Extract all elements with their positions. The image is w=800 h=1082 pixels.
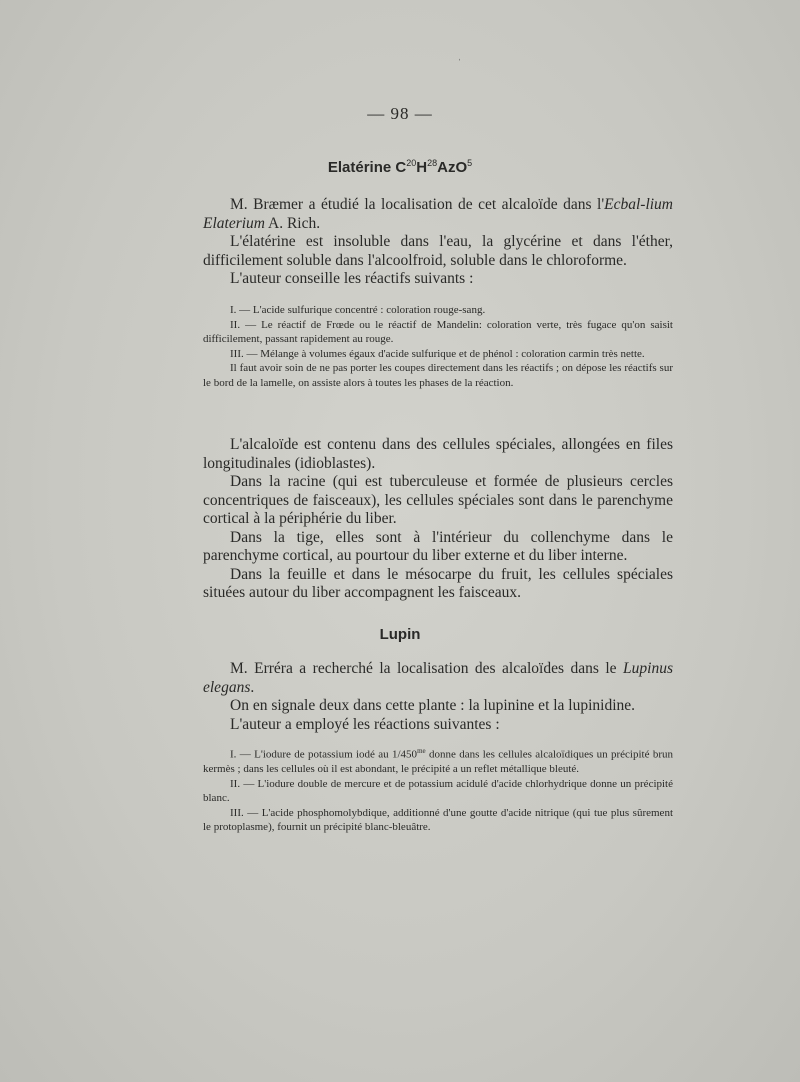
paragraph: Dans la racine (qui est tuberculeuse et formée de plusieurs cercles concentriques de faisceaux), les cellules spéciales sont dans le parenchyme cortical à la périphérie du liber. <box>203 473 673 527</box>
paragraph <box>203 660 673 697</box>
section1-reagent-notes <box>203 303 673 390</box>
section-title-lupin: Lupin <box>379 626 421 643</box>
species-name: Lupinus elegans <box>203 660 673 696</box>
paragraph: On en signale deux dans cette plante : la lupinine et la lupinidine. <box>230 697 636 714</box>
paragraph: L'élatérine est insoluble dans l'eau, la glycérine et dans l'éther, difficilement soluble dans l'alcoolfroid, soluble dans le chloroforme. <box>203 233 673 269</box>
section-title-elaterine <box>0 158 800 176</box>
note-item: III. — Mélange à volumes égaux d'acide sulfurique et de phénol : coloration carmin très nette. <box>230 347 645 360</box>
paragraph: L'auteur conseille les réactifs suivants : <box>230 270 474 287</box>
paragraph: L'alcaloïde est contenu dans des cellules spéciales, allongées en files longitudinales (idioblastes). <box>203 436 673 472</box>
note-item: Il faut avoir soin de ne pas porter les coupes directement dans les réactifs ; on dépose les réactifs sur le bord de la lamelle, on assiste alors à toutes les phases de la réaction. <box>203 362 673 389</box>
section2-reagent-notes <box>203 744 673 835</box>
formula-c-subscript: 20 <box>406 158 417 168</box>
note-item <box>203 744 673 777</box>
species-name: Ecbal-lium Elaterium <box>203 196 673 232</box>
note-text: donne dans les cellules alcaloïdiques un précipité brun kermès ; dans les cellules où il est abondant, le précipité a un reflet métallique bleuté. <box>203 748 673 776</box>
formula-h-subscript: 28 <box>427 158 438 168</box>
note-item: I. — L'acide sulfurique concentré : coloration rouge-sang. <box>230 304 486 316</box>
note-item: II. — Le réactif de Frœde ou le réactif de Mandelin: coloration verte, très fugace qu'on saisit difficilement, passant rapidement au rouge. <box>203 318 673 345</box>
section1-intro <box>203 196 673 289</box>
ordinal-superscript: me <box>417 747 426 755</box>
section2-intro <box>203 660 673 734</box>
section1-body <box>203 436 673 603</box>
note-item: II. — L'iodure double de mercure et de potassium acidulé d'acide chlorhydrique donne un précipité blanc. <box>203 777 673 805</box>
paragraph: Dans la feuille et dans le mésocarpe du fruit, les cellules spéciales situées autour du liber accompagnent les faisceaux. <box>203 565 673 601</box>
paragraph-text: . <box>250 678 255 696</box>
note-item: III. — L'acide phosphomolybdique, additionné d'une goutte d'acide nitrique (qui tue plus sûrement le protoplasme), fournit un précipité blanc-bleuâtre. <box>203 806 673 834</box>
paragraph: Dans la tige, elles sont à l'intérieur du collenchyme dans le parenchyme cortical, au pourtour du liber externe et du liber interne. <box>203 528 673 564</box>
paragraph-text: M. Erréra a recherché la localisation des alcaloïdes dans le <box>230 660 624 677</box>
page-number: — 98 — <box>367 104 433 123</box>
note-text: I. — L'iodure de potassium iodé au 1/450 <box>230 748 418 761</box>
paragraph-text: M. Bræmer a étudié la localisation de cet alcaloïde dans l' <box>230 196 605 213</box>
print-speck: ˈ <box>458 58 462 69</box>
formula-azo: AzO <box>437 159 468 176</box>
formula-o-subscript: 5 <box>467 158 473 168</box>
paragraph-text: A. Rich. <box>265 214 321 232</box>
section-title-text: Elatérine C <box>327 159 407 176</box>
paragraph: L'auteur a employé les réactions suivantes : <box>230 715 500 733</box>
formula-h: H <box>416 159 428 176</box>
paragraph <box>203 196 673 233</box>
